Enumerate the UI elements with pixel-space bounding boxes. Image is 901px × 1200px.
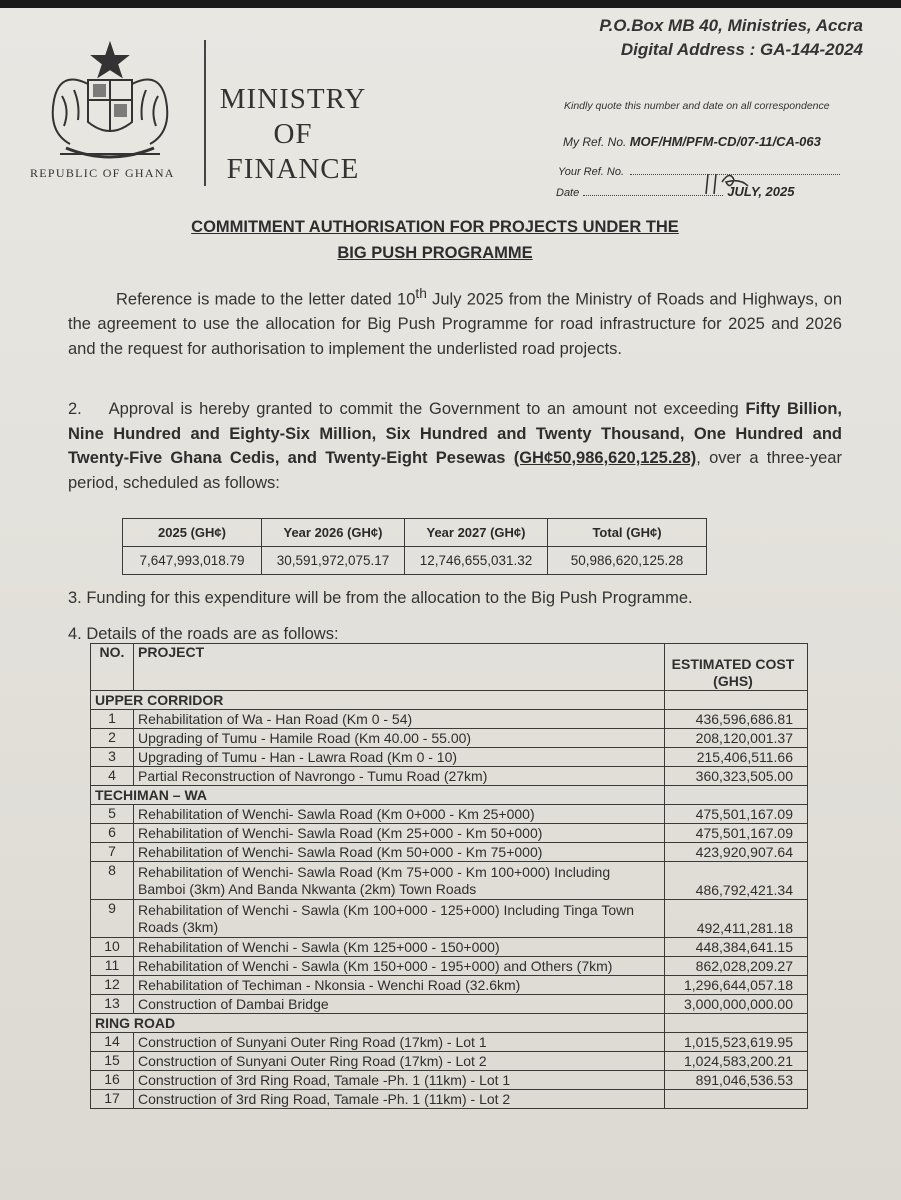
paragraph-2: [68, 397, 842, 495]
row-project: Rehabilitation of Wa - Han Road (Km 0 - 54): [134, 710, 665, 729]
header-divider: [204, 40, 206, 186]
summary-header: Year 2026 (GH¢): [262, 519, 405, 547]
table-row: [91, 710, 808, 729]
table-row: [91, 957, 808, 976]
my-ref-value: MOF/HM/PFM-CD/07-11/CA-063: [629, 134, 821, 149]
row-project: Construction of Sunyani Outer Ring Road (17km) - Lot 1: [134, 1033, 665, 1052]
row-cost: 475,501,167.09: [665, 824, 808, 843]
table-row: [91, 1090, 808, 1109]
table-row: [91, 729, 808, 748]
summary-values-row: [123, 547, 707, 575]
table-row: [91, 976, 808, 995]
col-cost-line1: ESTIMATED COST: [671, 656, 795, 672]
row-cost: 208,120,001.37: [665, 729, 808, 748]
roads-table: [90, 643, 808, 1109]
summary-header: Total (GH¢): [548, 519, 707, 547]
row-project: Rehabilitation of Wenchi - Sawla (Km 100+000 - 125+000) Including Tinga Town Roads (3km): [134, 900, 665, 938]
summary-value: 12,746,655,031.32: [405, 547, 548, 575]
col-cost-header: [665, 644, 808, 691]
row-cost: 862,028,209.27: [665, 957, 808, 976]
table-row: [91, 843, 808, 862]
para2-text-b: , over a three-year period, scheduled as follows:: [68, 449, 842, 492]
title-line1: COMMITMENT AUTHORISATION FOR PROJECTS UNDER THE: [191, 218, 679, 236]
row-number: 12: [91, 976, 134, 995]
summary-header-row: [123, 519, 707, 547]
row-cost: 1,024,583,200.21: [665, 1052, 808, 1071]
postal-address: [599, 14, 863, 62]
col-no-header: NO.: [91, 644, 134, 691]
table-row: [91, 1071, 808, 1090]
row-number: 15: [91, 1052, 134, 1071]
summary-header: 2025 (GH¢): [123, 519, 262, 547]
row-cost: 448,384,641.15: [665, 938, 808, 957]
kindly-quote-note: Kindly quote this number and date on all correspondence: [564, 100, 830, 112]
roads-body: [91, 691, 808, 1109]
para2-num: 2.: [68, 400, 82, 418]
summary-header: Year 2027 (GH¢): [405, 519, 548, 547]
table-row: [91, 938, 808, 957]
row-project: Rehabilitation of Wenchi- Sawla Road (Km 50+000 - Km 75+000): [134, 843, 665, 862]
row-number: 4: [91, 767, 134, 786]
section-cost-cell: [665, 1014, 808, 1033]
row-cost: 360,323,505.00: [665, 767, 808, 786]
row-project: Construction of Sunyani Outer Ring Road (17km) - Lot 2: [134, 1052, 665, 1071]
section-name: TECHIMAN – WA: [91, 786, 665, 805]
row-number: 8: [91, 862, 134, 900]
row-number: 11: [91, 957, 134, 976]
row-number: 3: [91, 748, 134, 767]
row-number: 7: [91, 843, 134, 862]
table-row: [91, 862, 808, 900]
para1-sup: th: [415, 286, 427, 301]
roads-header-row: [91, 644, 808, 691]
ministry-line2: OF: [273, 118, 313, 150]
address-line2: Digital Address : GA-144-2024: [620, 40, 863, 59]
top-border: [0, 0, 901, 8]
row-cost: [665, 1090, 808, 1109]
summary-table: [122, 518, 707, 575]
row-project: Upgrading of Tumu - Han - Lawra Road (Km 0 - 10): [134, 748, 665, 767]
table-row: [91, 900, 808, 938]
para2-bold-words: Fifty Billion, Nine Hundred and Eighty-Six Million, Six Hundred and Twenty Thousand, One Hundred and Twenty-Five Ghana Cedis, and Twenty-Eight Pesewas: [68, 400, 842, 467]
row-project: Rehabilitation of Wenchi- Sawla Road (Km 0+000 - Km 25+000): [134, 805, 665, 824]
row-cost: 3,000,000,000.00: [665, 995, 808, 1014]
paragraph-3: 3. Funding for this expenditure will be from the allocation to the Big Push Programme.: [68, 589, 693, 607]
row-project: Rehabilitation of Wenchi - Sawla (Km 150+000 - 195+000) and Others (7km): [134, 957, 665, 976]
row-cost: 891,046,536.53: [665, 1071, 808, 1090]
republic-label: REPUBLIC OF GHANA: [30, 166, 175, 180]
row-project: Rehabilitation of Techiman - Nkonsia - Wenchi Road (32.6km): [134, 976, 665, 995]
section-row: [91, 691, 808, 710]
summary-value: 7,647,993,018.79: [123, 547, 262, 575]
section-cost-cell: [665, 786, 808, 805]
my-ref-label: My Ref. No.: [563, 135, 627, 149]
document-title: [130, 214, 740, 266]
row-cost: 475,501,167.09: [665, 805, 808, 824]
row-project: Upgrading of Tumu - Hamile Road (Km 40.00 - 55.00): [134, 729, 665, 748]
para2-amount: (GH¢50,986,620,125.28): [513, 449, 697, 467]
row-number: 2: [91, 729, 134, 748]
row-cost: 486,792,421.34: [665, 862, 808, 900]
title-line2: BIG PUSH PROGRAMME: [337, 244, 533, 262]
address-line1: P.O.Box MB 40, Ministries, Accra: [599, 16, 863, 35]
table-row: [91, 1052, 808, 1071]
row-number: 17: [91, 1090, 134, 1109]
section-name: UPPER CORRIDOR: [91, 691, 665, 710]
your-ref-label: Your Ref. No.: [558, 166, 625, 178]
row-project: Rehabilitation of Wenchi- Sawla Road (Km 75+000 - Km 100+000) Including Bamboi (3km) And Banda Nkwanta (2km) Town Roads: [134, 862, 665, 900]
para1-text-a: Reference is made to the letter dated 10: [116, 290, 416, 309]
row-number: 13: [91, 995, 134, 1014]
paragraph-4: 4. Details of the roads are as follows:: [68, 625, 339, 643]
table-row: [91, 767, 808, 786]
row-number: 9: [91, 900, 134, 938]
date-value: JULY, 2025: [727, 184, 795, 199]
col-project-header: PROJECT: [134, 644, 665, 691]
table-row: [91, 748, 808, 767]
row-project: Partial Reconstruction of Navrongo - Tumu Road (27km): [134, 767, 665, 786]
row-project: Construction of Dambai Bridge: [134, 995, 665, 1014]
row-project: Rehabilitation of Wenchi- Sawla Road (Km 25+000 - Km 50+000): [134, 824, 665, 843]
ministry-name: [214, 82, 372, 187]
handwritten-date-icon: [700, 168, 760, 198]
date-label: Date: [556, 187, 580, 199]
my-ref: [563, 134, 821, 149]
row-number: 5: [91, 805, 134, 824]
ministry-line3: FINANCE: [226, 153, 360, 185]
summary-value: 30,591,972,075.17: [262, 547, 405, 575]
row-number: 1: [91, 710, 134, 729]
para2-text-a: Approval is hereby granted to commit the Government to an amount not exceeding: [108, 400, 746, 418]
row-project: Construction of 3rd Ring Road, Tamale -Ph. 1 (11km) - Lot 2: [134, 1090, 665, 1109]
table-row: [91, 805, 808, 824]
paragraph-1: [68, 282, 842, 361]
col-cost-line2: (GHS): [713, 673, 753, 689]
ministry-line1: MINISTRY: [219, 83, 367, 115]
summary-value: 50,986,620,125.28: [548, 547, 707, 575]
row-cost: 215,406,511.66: [665, 748, 808, 767]
section-name: RING ROAD: [91, 1014, 665, 1033]
row-number: 10: [91, 938, 134, 957]
row-project: Rehabilitation of Wenchi - Sawla (Km 125+000 - 150+000): [134, 938, 665, 957]
row-number: 6: [91, 824, 134, 843]
row-cost: 423,920,907.64: [665, 843, 808, 862]
section-cost-cell: [665, 691, 808, 710]
section-row: [91, 786, 808, 805]
row-cost: 436,596,686.81: [665, 710, 808, 729]
ghana-coat-of-arms-icon: [40, 40, 180, 170]
para1-text-b: July 2025 from the Ministry of Roads and Highways, on the agreement to use the allocation for Big Push Programme for road infrastructure for 2025 and 2026 and the request for authorisation to implement the underlisted road projects.: [68, 290, 843, 358]
table-row: [91, 995, 808, 1014]
table-row: [91, 1033, 808, 1052]
row-number: 16: [91, 1071, 134, 1090]
row-cost: 492,411,281.18: [665, 900, 808, 938]
section-row: [91, 1014, 808, 1033]
table-row: [91, 824, 808, 843]
row-number: 14: [91, 1033, 134, 1052]
row-project: Construction of 3rd Ring Road, Tamale -Ph. 1 (11km) - Lot 1: [134, 1071, 665, 1090]
row-cost: 1,296,644,057.18: [665, 976, 808, 995]
row-cost: 1,015,523,619.95: [665, 1033, 808, 1052]
